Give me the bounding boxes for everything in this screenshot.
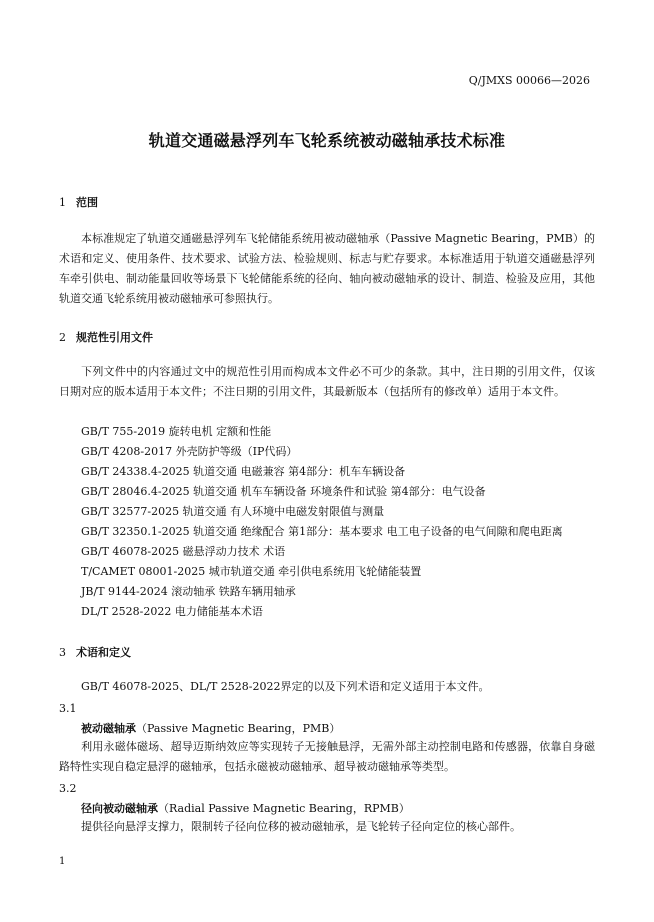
section-title: 规范性引用文件 xyxy=(76,331,153,344)
scope-text: 本标准规定了轨道交通磁悬浮列车飞轮储能系统用被动磁轴承（Passive Magnetic Bearing，PMB）的术语和定义、使用条件、技术要求、试验方法、检验规则、标志与贮存要求。本标准适用于轨道交通磁悬浮列车牵引供电、制动能量回收等场景下飞轮储能系统的径向、轴向被动磁轴承的设计、制造、检验及应用，其他轨道交通飞轮系统用被动磁轴承可参照执行。 xyxy=(59,232,595,305)
section-title: 术语和定义 xyxy=(76,646,131,659)
reference-item: GB/T 755-2019 旋转电机 定额和性能 xyxy=(81,425,272,438)
reference-item: GB/T 28046.4-2025 轨道交通 机车车辆设备 环境条件和试验 第4部分：电气设备 xyxy=(81,485,486,498)
term-english: （Passive Magnetic Bearing，PMB） xyxy=(136,722,341,735)
term-name: 径向被动磁轴承 xyxy=(81,802,158,815)
term-heading xyxy=(81,720,340,736)
terms-intro-paragraph xyxy=(59,677,595,697)
reference-item: GB/T 4208-2017 外壳防护等级（IP代码） xyxy=(81,445,298,458)
reference-list xyxy=(81,422,563,622)
reference-item: GB/T 46078-2025 磁悬浮动力技术 术语 xyxy=(81,545,286,558)
term-number: 3.1 xyxy=(59,702,77,715)
section-title: 范围 xyxy=(76,196,98,209)
section-number: 2 xyxy=(59,331,66,344)
terms-intro-text: GB/T 46078-2025、DL/T 2528-2022界定的以及下列术语和定义适用于本文件。 xyxy=(81,680,490,693)
reference-item: JB/T 9144-2024 滚动轴承 铁路车辆用轴承 xyxy=(81,585,296,598)
reference-item: GB/T 24338.4-2025 轨道交通 电磁兼容 第4部分：机车车辆设备 xyxy=(81,465,406,478)
term-english: （Radial Passive Magnetic Bearing，RPMB） xyxy=(158,802,410,815)
document-title: 轨道交通磁悬浮列车飞轮系统被动磁轴承技术标准 xyxy=(148,131,506,150)
term-definition-text: 利用永磁体磁场、超导迈斯纳效应等实现转子无接触悬浮，无需外部主动控制电路和传感器，依靠自身磁路特性实现自稳定悬浮的磁轴承，包括永磁被动磁轴承、超导被动磁轴承等类型。 xyxy=(59,740,595,773)
section-3-heading xyxy=(59,644,131,660)
reference-item: GB/T 32577-2025 轨道交通 有人环境中电磁发射限值与测量 xyxy=(81,505,385,518)
section-number: 1 xyxy=(59,196,66,209)
references-intro-paragraph xyxy=(59,362,595,402)
scope-paragraph xyxy=(59,229,595,309)
references-intro-text: 下列文件中的内容通过文中的规范性引用而构成本文件必不可少的条款。其中，注日期的引用文件，仅该日期对应的版本适用于本文件；不注日期的引用文件，其最新版本（包括所有的修改单）适用于本文件。 xyxy=(59,365,595,398)
term-name: 被动磁轴承 xyxy=(81,722,136,735)
section-number: 3 xyxy=(59,646,66,659)
term-heading xyxy=(81,800,410,816)
reference-item: DL/T 2528-2022 电力储能基本术语 xyxy=(81,605,263,618)
section-2-heading xyxy=(59,329,153,345)
reference-item: T/CAMET 08001-2025 城市轨道交通 牵引供电系统用飞轮储能装置 xyxy=(81,565,422,578)
term-definition-text: 提供径向悬浮支撑力，限制转子径向位移的被动磁轴承，是飞轮转子径向定位的核心部件。 xyxy=(81,820,521,833)
document-code: Q/JMXS 00066—2026 xyxy=(468,74,590,87)
reference-item: GB/T 32350.1-2025 轨道交通 绝缘配合 第1部分：基本要求 电工电子设备的电气间隙和爬电距离 xyxy=(81,525,563,538)
term-definition xyxy=(59,737,595,777)
section-1-heading xyxy=(59,194,98,210)
term-number: 3.2 xyxy=(59,782,77,795)
term-definition xyxy=(59,817,595,837)
page-number: 1 xyxy=(59,856,66,867)
